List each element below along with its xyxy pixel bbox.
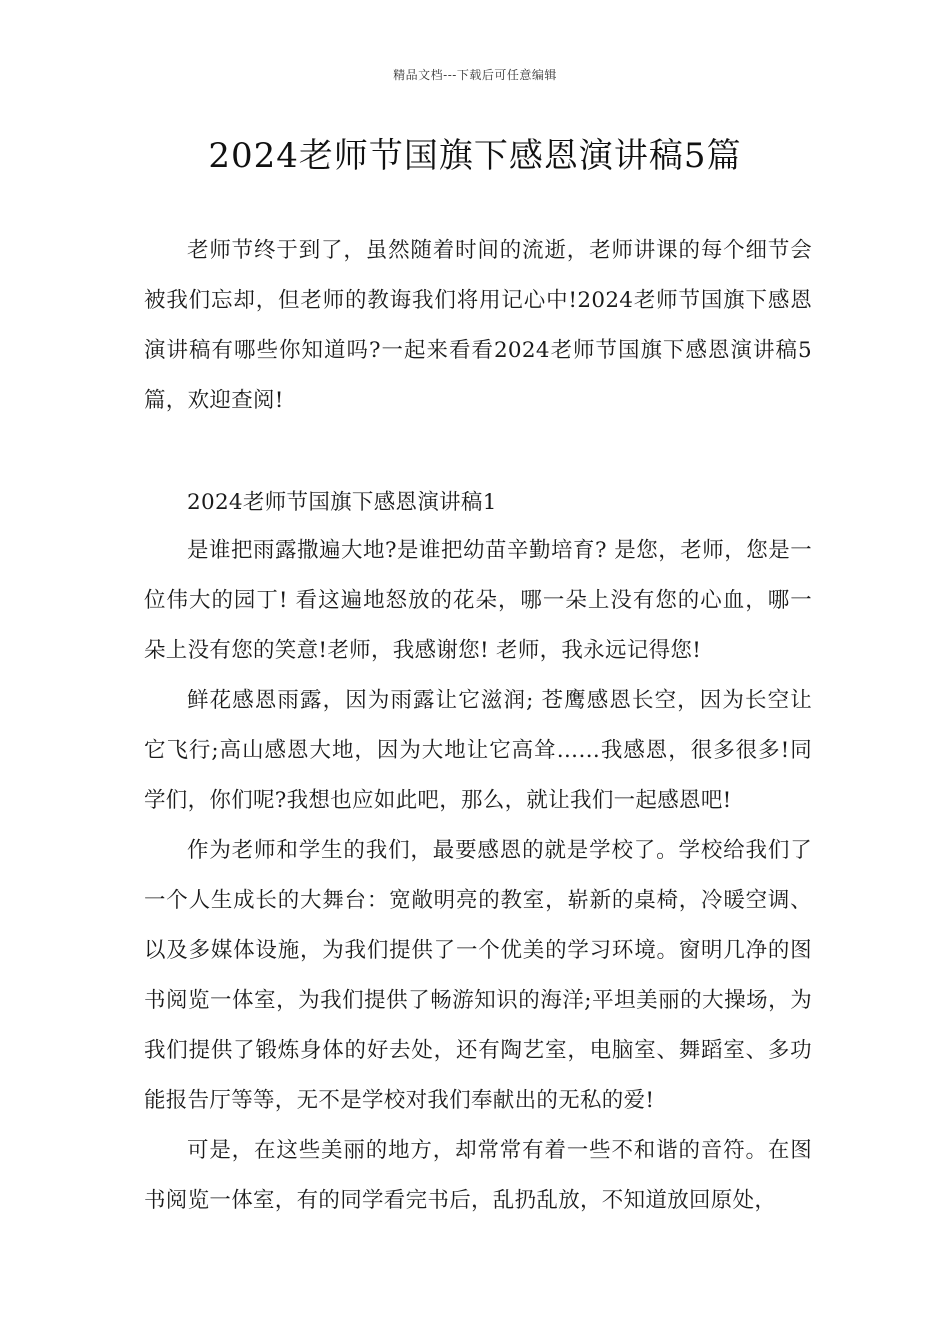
- intro-paragraph: 老师节终于到了，虽然随着时间的流逝，老师讲课的每个细节会被我们忘却，但老师的教诲我们将用记心中!2024老师节国旗下感恩演讲稿有哪些你知道吗?一起来看看2024老师节国旗下感恩演讲稿5篇，欢迎查阅!: [144, 238, 812, 413]
- section-heading: 2024老师节国旗下感恩演讲稿1: [187, 490, 497, 515]
- header-note: 精品文档---下载后可任意编辑: [393, 68, 557, 82]
- body-paragraph: 可是，在这些美丽的地方，却常常有着一些不和谐的音符。在图书阅览一体室，有的同学看完书后，乱扔乱放，不知道放回原处，: [144, 1138, 812, 1213]
- body-paragraph: 是谁把雨露撒遍大地?是谁把幼苗辛勤培育? 是您，老师，您是一位伟大的园丁! 看这遍地怒放的花朵，哪一朵上没有您的心血，哪一朵上没有您的笑意!老师，我感谢您! 老师，我永远记得您!: [144, 538, 812, 663]
- body-paragraph: 鲜花感恩雨露，因为雨露让它滋润; 苍鹰感恩长空，因为长空让它飞行;高山感恩大地，因为大地让它高耸……我感恩，很多很多!同学们，你们呢?我想也应如此吧，那么，就让我们一起感恩吧!: [144, 688, 812, 813]
- document-title: 2024老师节国旗下感恩演讲稿5篇: [208, 136, 742, 176]
- body-paragraph: 作为老师和学生的我们，最要感恩的就是学校了。学校给我们了一个人生成长的大舞台：宽敞明亮的教室，崭新的桌椅，冷暖空调、以及多媒体设施，为我们提供了一个优美的学习环境。窗明几净的图书阅览一体室，为我们提供了畅游知识的海洋;平坦美丽的大操场，为我们提供了锻炼身体的好去处，还有陶艺室，电脑室、舞蹈室、多功能报告厅等等，无不是学校对我们奉献出的无私的爱!: [144, 838, 812, 1113]
